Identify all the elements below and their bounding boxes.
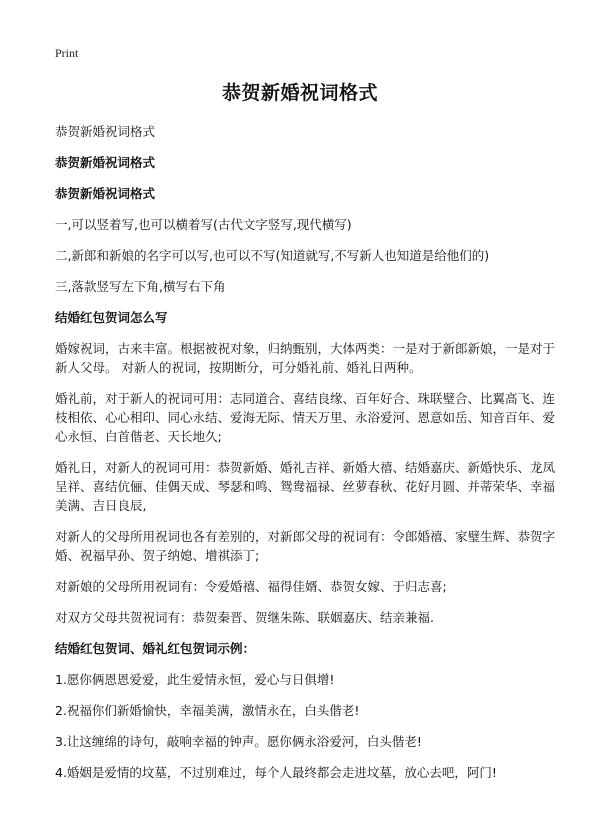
format-rule-1: 一,可以竖着写,也可以横着写(古代文字竖写,现代横写) <box>55 217 352 232</box>
paragraph-groom-parents: 对新人的父母所用祝词也各有差别的，对新郎父母的祝词有：令郎婚禧、家璧生辉、恭贺字婚、祝福早孙、贺子纳媳、增祺添丁; <box>55 529 556 563</box>
example-item-3: 3.让这缠绵的诗句，敲响幸福的钟声。愿你俩永浴爱河，白头偕老! <box>55 734 422 749</box>
section-heading-examples: 结婚红包贺词、婚礼红包贺词示例： <box>55 641 256 656</box>
subtitle-plain: 恭贺新婚祝词格式 <box>55 124 156 139</box>
heading-bold-1: 恭贺新婚祝词格式 <box>55 155 156 170</box>
page-title: 恭贺新婚祝词格式 <box>221 82 378 104</box>
paragraph-both-parents: 对双方父母共贺祝词有：恭贺秦晋、贺继朱陈、联姻嘉庆、结亲兼福. <box>55 610 434 625</box>
paragraph-wedding-day: 婚礼日，对新人的祝词可用：恭贺新婚、婚礼吉祥、新婚大禧、结婚嘉庆、新婚快乐、龙凤呈祥、喜结伉俪、佳偶天成、琴瑟和鸣、鸳鸯福禄、丝萝春秋、花好月圆、并蒂荣华、幸福美满、吉日良辰, <box>55 460 556 513</box>
paragraph-before-wedding: 婚礼前，对于新人的祝词可用：志同道合、喜结良缘、百年好合、珠联璧合、比翼高飞、连枝相依、心心相印、同心永结、爱海无际、情天万里、永浴爱河、恩意如岳、知音百年、爱心永恒、白首偕老、天长地久; <box>55 391 556 444</box>
example-item-4: 4.婚姻是爱情的坟墓，不过别难过，每个人最终都会走进坟墓，放心去吧，阿门! <box>55 765 497 780</box>
example-item-2: 2.祝福你们新婚愉快，幸福美满，激情永在，白头偕老! <box>55 703 360 718</box>
heading-bold-2: 恭贺新婚祝词格式 <box>55 186 156 201</box>
print-label: Print <box>55 46 79 60</box>
example-item-1: 1.愿你俩恩恩爱爱，此生爱情永恒，爱心与日俱增! <box>55 672 335 687</box>
format-rule-3: 三,落款竖写左下角,横写右下角 <box>55 279 226 294</box>
paragraph-intro: 婚嫁祝词，古来丰富。根据被祝对象，归纳甄别，大体两类：一是对于新郎新娘，一是对于新人父母。 对新人的祝词，按期断分，可分婚礼前、婚礼日两种。 <box>55 341 556 375</box>
format-rule-2: 二,新郎和新娘的名字可以写,也可以不写(知道就写,不写新人也知道是给他们的) <box>55 248 490 263</box>
document-body <box>55 122 555 794</box>
section-heading-red-envelope: 结婚红包贺词怎么写 <box>55 310 168 325</box>
paragraph-bride-parents: 对新娘的父母所用祝词有：令爱婚禧、福得佳婿、恭贺女嫁、于归志喜; <box>55 579 447 594</box>
